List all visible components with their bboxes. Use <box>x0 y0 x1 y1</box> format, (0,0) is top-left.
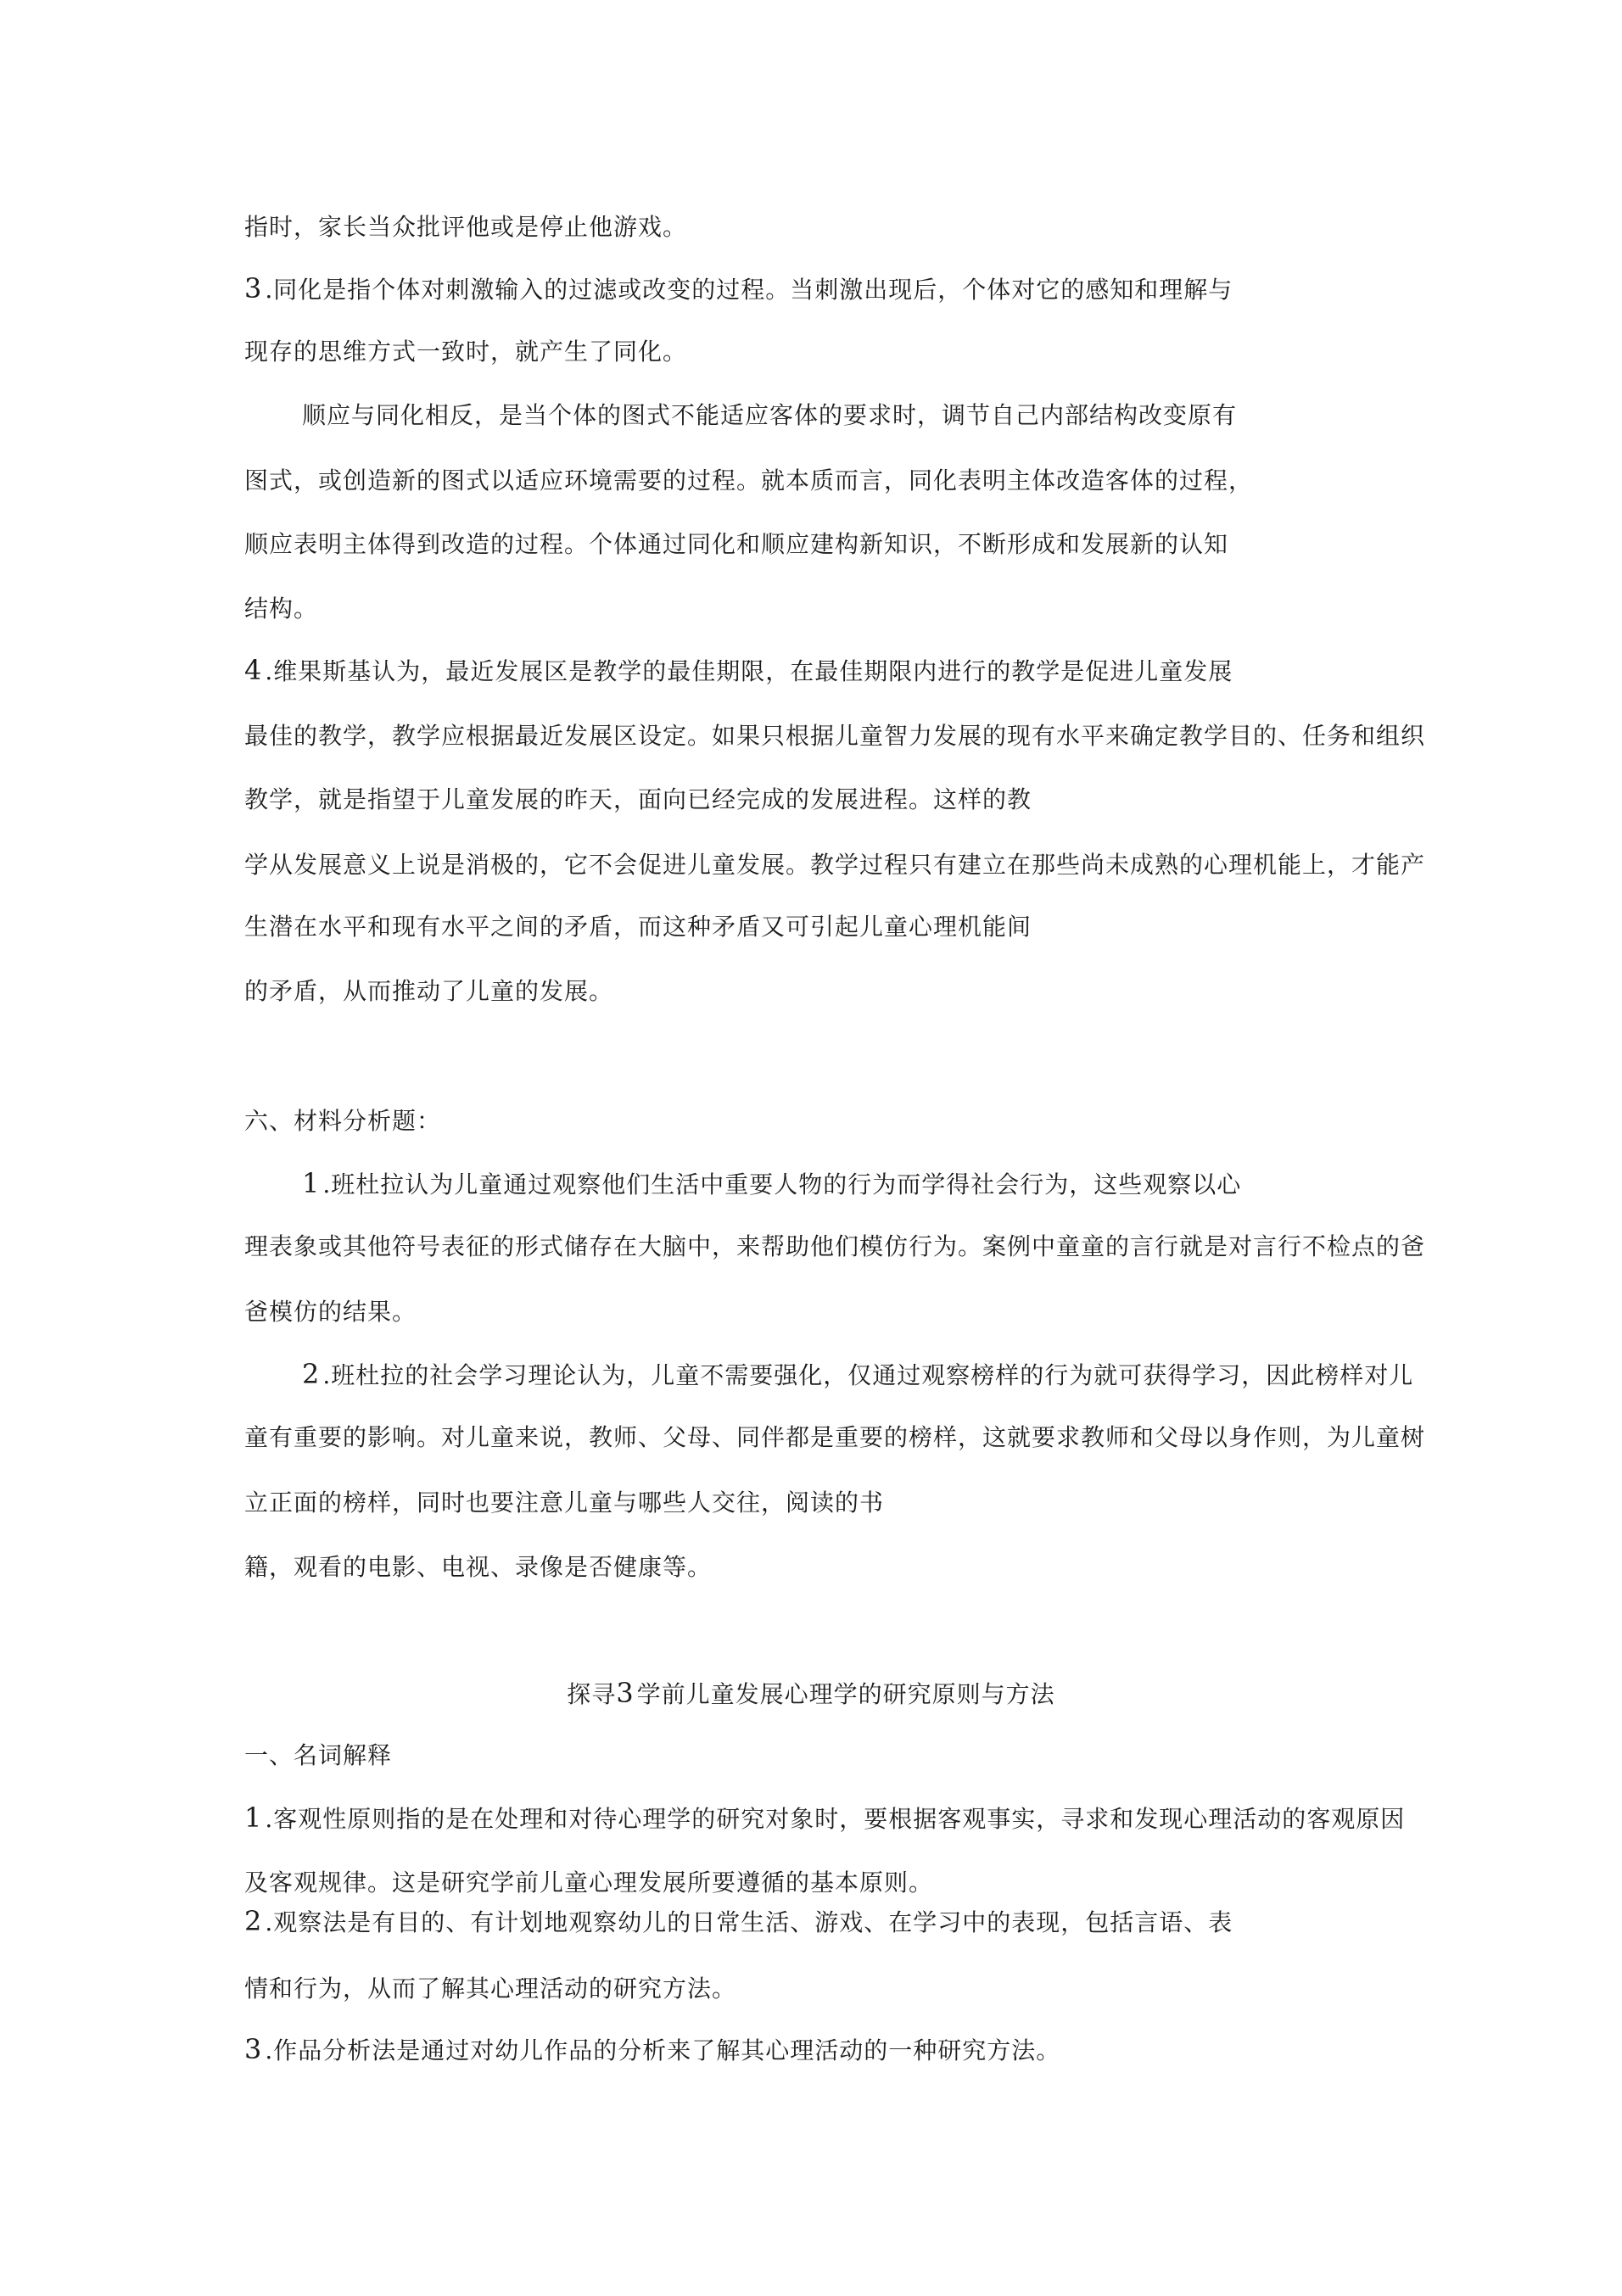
item-number: 2 <box>302 1358 323 1390</box>
text-line: 童有重要的影响。对儿童来说，教师、父母、同伴都是重要的榜样，这就要求教师和父母以身作则，为儿童树 <box>244 1423 1426 1451</box>
text-line: 结构。 <box>244 595 319 623</box>
text-line: 图式，或创造新的图式以适应环境需要的过程。就本质而言，同化表明主体改造客体的过程， <box>244 466 1254 494</box>
item-number: 4 <box>244 654 266 686</box>
text-line: 立正面的榜样，同时也要注意儿童与哪些人交往，阅读的书 <box>244 1489 885 1517</box>
text-line: 教学，就是指望于儿童发展的昨天，面向已经完成的发展进程。这样的教 <box>244 785 1032 813</box>
text-line: 情和行为，从而了解其心理活动的研究方法。 <box>244 1975 737 2003</box>
text-line: 最佳的教学，教学应根据最近发展区设定。如果只根据儿童智力发展的现有水平来确定教学目的、任务和组织 <box>244 722 1426 750</box>
term-3-paragraph-line: 3.作品分析法是通过对幼儿作品的分析来了解其心理活动的一种研究方法。 <box>244 2033 1061 2065</box>
text-line: 学从发展意义上说是消极的，它不会促进儿童发展。教学过程只有建立在那些尚未成熟的心理机能上，才能产 <box>244 851 1426 879</box>
item-number: 1 <box>302 1167 323 1199</box>
term-2-paragraph-line: 2.观察法是有目的、有计划地观察幼儿的日常生活、游戏、在学习中的表现，包括言语、表 <box>244 1905 1233 1937</box>
item-number: 3 <box>244 2033 266 2065</box>
analysis-2-paragraph-line: 2.班杜拉的社会学习理论认为，儿童不需要强化，仅通过观察榜样的行为就可获得学习，因此榜样对儿 <box>302 1358 1414 1390</box>
text-line: 理表象或其他符号表征的形式储存在大脑中，来帮助他们模仿行为。案例中童童的言行就是对言行不检点的爸 <box>244 1232 1426 1260</box>
text-line: 顺应表明主体得到改造的过程。个体通过同化和顺应建构新知识，不断形成和发展新的认知 <box>244 530 1229 558</box>
chapter-number: 3 <box>616 1677 637 1709</box>
answer-3-paragraph-line: 3.同化是指个体对刺激输入的过滤或改变的过程。当刺激出现后，个体对它的感知和理解与 <box>244 272 1233 304</box>
text-line: 及客观规律。这是研究学前儿童心理发展所要遵循的基本原则。 <box>244 1869 934 1897</box>
item-number: 1 <box>244 1802 266 1834</box>
text-line: 籍，观看的电影、电视、录像是否健康等。 <box>244 1553 713 1581</box>
item-number: 3 <box>244 272 266 304</box>
section-heading: 一、名词解释 <box>244 1741 393 1769</box>
analysis-1-paragraph-line: 1.班杜拉认为儿童通过观察他们生活中重要人物的行为而学得社会行为，这些观察以心 <box>302 1167 1242 1199</box>
section-heading: 六、材料分析题： <box>244 1107 442 1135</box>
term-1-paragraph-line: 1.客观性原则指的是在处理和对待心理学的研究对象时，要根据客观事实，寻求和发现心理活动的客观原因 <box>244 1802 1406 1834</box>
text-line: 指时，家长当众批评他或是停止他游戏。 <box>244 213 688 241</box>
text-line: 的矛盾，从而推动了儿童的发展。 <box>244 977 614 1005</box>
text-line-indented: 顺应与同化相反，是当个体的图式不能适应客体的要求时，调节自己内部结构改变原有 <box>302 401 1238 429</box>
chapter-title: 探寻3学前儿童发展心理学的研究原则与方法 <box>567 1677 1055 1709</box>
text-line: 现存的思维方式一致时，就产生了同化。 <box>244 338 688 366</box>
answer-4-paragraph-line: 4.维果斯基认为，最近发展区是教学的最佳期限，在最佳期限内进行的教学是促进儿童发展 <box>244 654 1233 686</box>
text-line: 生潜在水平和现有水平之间的矛盾，而这种矛盾又可引起儿童心理机能间 <box>244 913 1032 941</box>
text-line: 爸模仿的结果。 <box>244 1298 417 1326</box>
item-number: 2 <box>244 1905 266 1937</box>
